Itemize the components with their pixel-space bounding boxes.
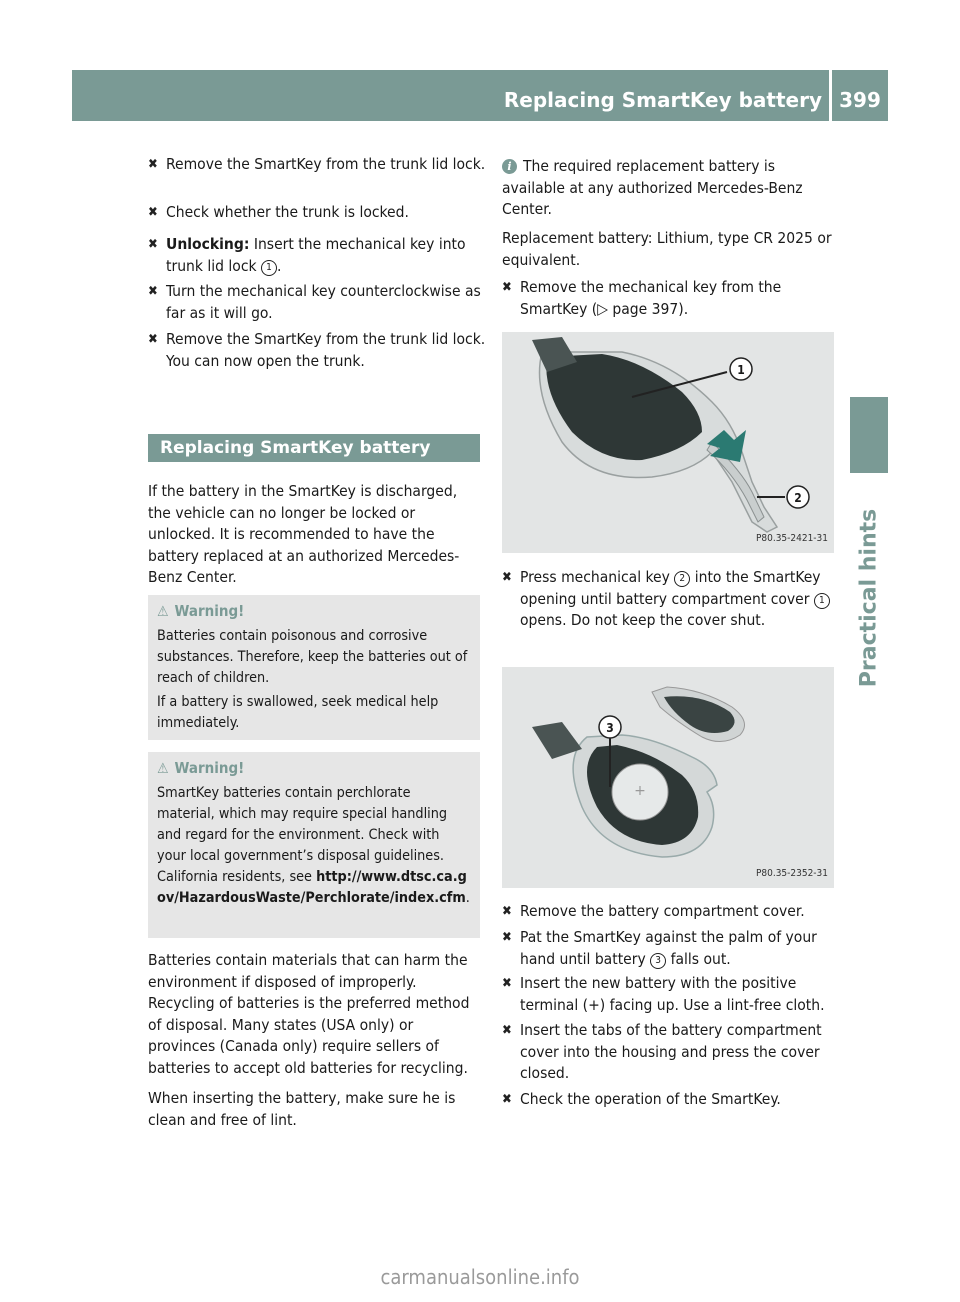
lint-paragraph: When inserting the battery, make sure he is clean and free of lint. <box>148 1089 456 1129</box>
smartkey-photo-1 <box>502 332 834 553</box>
step-arrow-icon: ✖ <box>148 205 158 220</box>
callout-2: 2 <box>674 571 690 587</box>
step-arrow-icon: ✖ <box>148 284 158 299</box>
step-arrow-icon: ✖ <box>502 1092 512 1107</box>
photo1-code: P80.35-2421-31 <box>755 532 828 544</box>
step-remove-mechanical-key: ✖ Remove the mechanical key from the SmartKey (▷ page 397). <box>502 278 782 318</box>
photo1-callout-2: 2 <box>794 491 802 505</box>
smartkey-illustration-2 <box>502 667 834 888</box>
warning-text: Batteries contain poisonous and corrosive substances. Therefore, keep the batteries out of reach of children. <box>157 628 468 686</box>
callout-1: 1 <box>814 593 830 609</box>
step-unlocking: ✖ Unlocking: Insert the mechanical key into trunk lid lock 1 . <box>148 235 466 275</box>
callout-3: 3 <box>650 953 666 969</box>
intro-paragraph: If the battery in the SmartKey is discharged, the vehicle can no longer be locked or unlocked. It is recommended to have the battery replaced at an authorized Mercedes-Benz Center. <box>148 482 460 586</box>
step-remove-cover: ✖ Remove the battery compartment cover. <box>502 901 836 923</box>
step-turn-key: ✖ Turn the mechanical key counterclockwise as far as it will go. <box>148 282 481 322</box>
step-arrow-icon: ✖ <box>502 976 512 991</box>
replacement-battery-text: Replacement battery: Lithium, type CR 2025 or equivalent. <box>502 229 832 269</box>
step-check-operation: ✖ Check the operation of the SmartKey. <box>502 1089 836 1111</box>
step-arrow-icon: ✖ <box>148 332 158 347</box>
step-pat-smartkey: ✖ Pat the SmartKey against the palm of your hand until battery 3 falls out. <box>502 928 817 968</box>
step-insert-battery: ✖ Insert the new battery with the positive terminal (+) facing up. Use a lint-free cloth. <box>502 974 825 1014</box>
step-arrow-icon: ✖ <box>502 904 512 919</box>
page-title: Replacing SmartKey battery <box>503 88 822 112</box>
section-heading: Replacing SmartKey battery <box>148 434 480 462</box>
warning-text: SmartKey batteries contain perchlorate material, which may require special handling and regard for the environment. Check with your local government’s disposal guidelines. California residents, see http://www.dtsc.ca.gov/HazardousWaste/Perchlorate/index.cfm. <box>157 785 470 906</box>
step-arrow-icon: ✖ <box>148 157 158 172</box>
smartkey-illustration-1 <box>502 332 834 553</box>
warning-box-2 <box>148 752 480 938</box>
step-arrow-icon: ✖ <box>502 570 512 585</box>
recycling-paragraph: Batteries contain materials that can harm the environment if disposed of improperly. Recycling of batteries is the preferred method of disposal. Many states (USA only) or provinces (Canada only) require sellers of batteries to accept old batteries for recycling. <box>148 951 470 1077</box>
footer-watermark: carmanualsonline.info <box>380 1265 580 1289</box>
info-note: i The required replacement battery is available at any authorized Mercedes-Benz Center. <box>502 157 803 218</box>
step-arrow-icon: ✖ <box>502 930 512 945</box>
warning-box-1 <box>148 595 480 740</box>
photo2-callout-3: 3 <box>606 721 614 735</box>
warning-icon: ⚠ <box>157 604 169 620</box>
warning-text: If a battery is swallowed, seek medical help immediately. <box>157 694 439 731</box>
step-remove-smartkey-2: ✖ Remove the SmartKey from the trunk lid lock. You can now open the trunk. <box>148 330 486 370</box>
svg-text:+: + <box>634 783 646 799</box>
step-remove-smartkey: ✖ Remove the SmartKey from the trunk lid lock. <box>148 154 496 176</box>
warning-icon: ⚠ <box>157 761 169 777</box>
page-number: 399 <box>839 88 881 112</box>
step-arrow-icon: ✖ <box>502 1023 512 1038</box>
step-arrow-icon: ✖ <box>148 237 158 252</box>
step-press-key: ✖ Press mechanical key 2 into the SmartKey opening until battery compartment cover 1 opens. Do not keep the cover shut. <box>502 567 836 632</box>
warning-title: Warning! <box>174 759 245 777</box>
side-tab-marker <box>850 397 888 473</box>
photo2-code: P80.35-2352-31 <box>755 867 828 879</box>
step-check-trunk: ✖ Check whether the trunk is locked. <box>148 202 496 224</box>
photo1-callout-1: 1 <box>737 363 745 377</box>
side-tab <box>850 478 888 718</box>
step-arrow-icon: ✖ <box>502 280 512 295</box>
smartkey-photo-2 <box>502 667 834 888</box>
side-tab-label: Practical hints <box>856 508 882 688</box>
disposal-link[interactable]: http://www.dtsc.ca.gov/HazardousWaste/Perchlorate/index.cfm <box>157 869 467 906</box>
warning-title: Warning! <box>174 602 245 620</box>
info-icon: i <box>502 159 517 174</box>
step-insert-tabs: ✖ Insert the tabs of the battery compartment cover into the housing and press the cover closed. <box>502 1021 822 1082</box>
callout-1: 1 <box>261 260 277 276</box>
